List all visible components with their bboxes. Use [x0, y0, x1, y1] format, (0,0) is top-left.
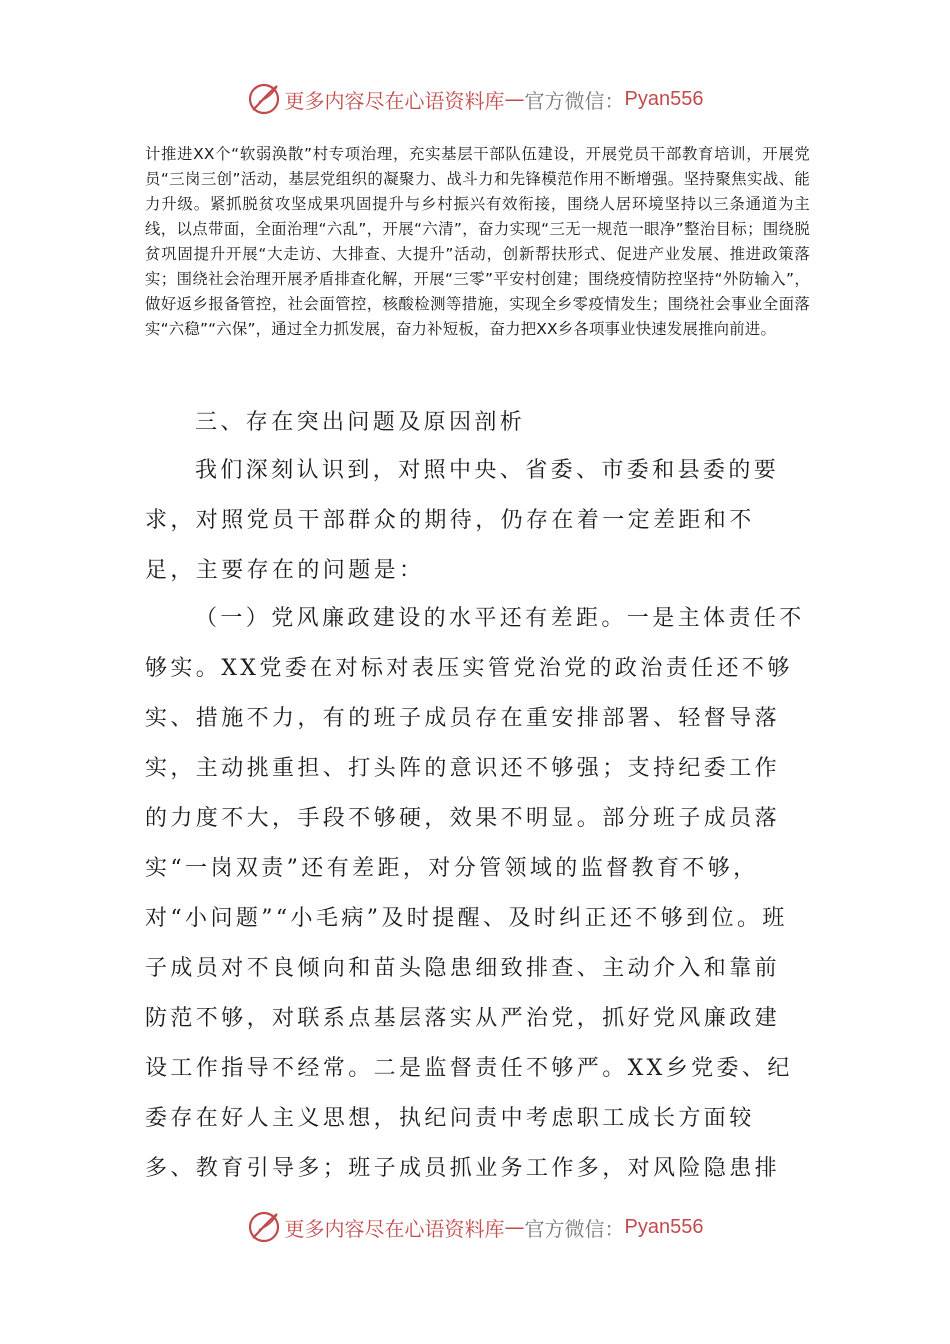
footer-watermark	[0, 1210, 950, 1244]
watermark-dash: —	[504, 1215, 525, 1239]
watermark-wechat-id: Pyan556	[624, 1215, 704, 1238]
section-heading: 三、存在突出问题及原因剖析	[195, 410, 526, 435]
watermark-wechat-id: Pyan556	[624, 87, 704, 110]
watermark-site-text: 更多内容尽在心语资料库	[284, 88, 505, 113]
summary-paragraph: 计推进XX个“软弱涣散”村专项治理，充实基层干部队伍建设，开展党员干部教育培训，开展党员“三岗三创”活动，基层党组织的凝聚力、战斗力和先锋模范作用不断增强。坚持聚焦实战、能力升级。紧抓脱贫攻坚成果巩固提升与乡村振兴有效衔接，围绕人居环境坚持以三条通道为主线，以点带面，全面治理“六乱”，开展“六清”，奋力实现“三无一规范一眼净”整治目标；围绕脱贫巩固提升开展“大走访、大排查、大提升”活动，创新帮扶形式、促进产业发展、推进政策落实；围绕社会治理开展矛盾排查化解，开展“三零”平安村创建；围绕疫情防控坚持“外防输入”，做好返乡报备管控，社会面管控，核酸检测等措施，实现全乡零疫情发生；围绕社会事业全面落实“六稳”“六保”，通过全力抓发展，奋力补短板，奋力把XX乡各项事业快速发展推向前进。	[145, 145, 810, 338]
watermark-dash: —	[504, 87, 525, 111]
intro-paragraph: 我们深刻认识到，对照中央、省委、市委和县委的要求，对照党员干部群众的期待，仍存在着一定差距和不足，主要存在的问题是：	[145, 458, 780, 583]
watermark-wechat-label: 官方微信：	[524, 1216, 625, 1241]
quill-logo-icon	[247, 82, 281, 116]
issue-paragraph: （一）党风廉政建设的水平还有差距。一是主体责任不够实。XX党委在对标对表压实管党治党的政治责任还不够实、措施不力，有的班子成员存在重安排部署、轻督导落实，主动挑重担、打头阵的意识还不够强；支持纪委工作的力度不大，手段不够硬，效果不明显。部分班子成员落实“一岗双责”还有差距，对分管领域的监督教育不够，对“小问题”“小毛病”及时提醒、及时纠正还不够到位。班子成员对不良倾向和苗头隐患细致排查、主动介入和靠前防范不够，对联系点基层落实从严治党，抓好党风廉政建设工作指导不经常。二是监督责任不够严。XX乡党委、纪委存在好人主义思想，执纪问责中考虑职工成长方面较多、教育引导多；班子成员抓业务工作多，对风险隐患排	[145, 606, 805, 1181]
header-watermark	[0, 82, 950, 116]
watermark-wechat-label: 官方微信：	[524, 88, 625, 113]
watermark-site-text: 更多内容尽在心语资料库	[284, 1216, 505, 1241]
quill-logo-icon	[247, 1210, 281, 1244]
